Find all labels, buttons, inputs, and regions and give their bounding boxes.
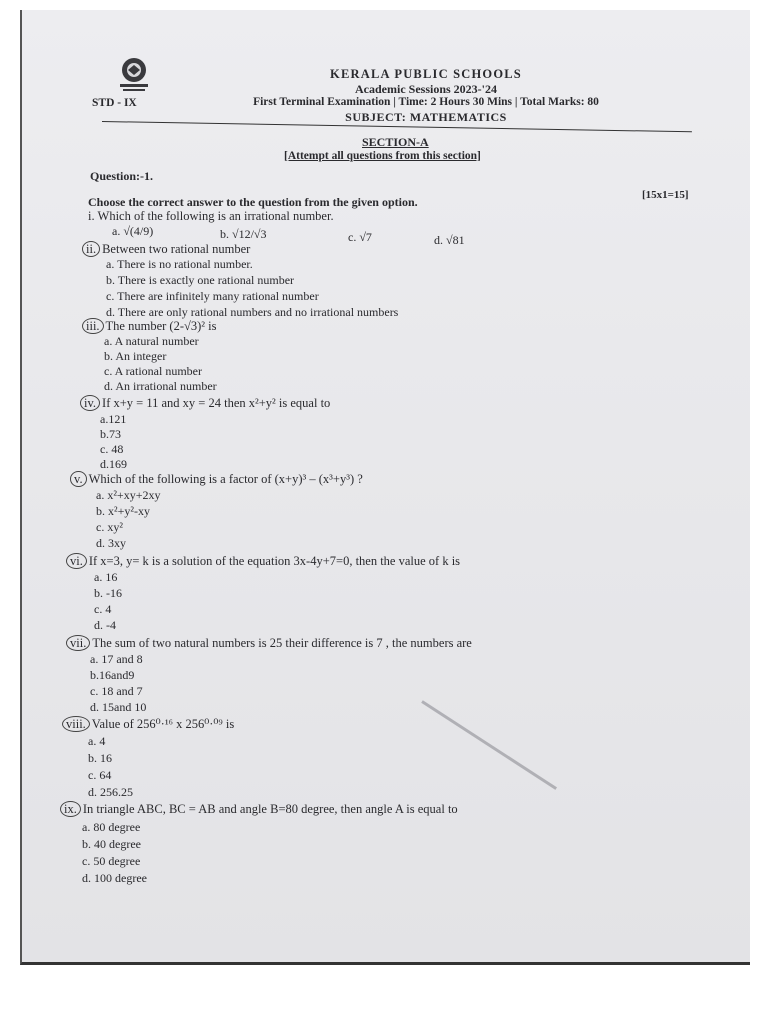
option-vii-a: a. 17 and 8 [90,652,143,666]
option-vi-c: c. 4 [94,602,112,616]
section-title: SECTION-A [362,135,429,149]
option-viii-b: b. 16 [88,751,112,765]
option-iii-c: c. A rational number [104,364,202,378]
option-vii-b: b.16and9 [90,668,135,682]
exam-details: First Terminal Examination | Time: 2 Hours 30 Mins | Total Marks: 80 [253,96,599,108]
subject-title: SUBJECT: MATHEMATICS [345,110,507,124]
question-iv: iv. If x+y = 11 and xy = 24 then x²+y² is equal to [80,396,330,411]
question-viii: viii. Value of 256⁰·¹⁶ x 256⁰·⁰⁹ is [62,716,234,732]
option-iv-a: a.121 [100,412,127,426]
option-vi-d: d. -4 [94,618,116,632]
option-vii-d: d. 15and 10 [90,700,147,714]
standard-label: STD - IX [92,97,137,109]
option-ii-b: b. There is exactly one rational number [106,273,295,287]
question-number-vi: vi. [66,553,87,569]
question-ii: ii. Between two rational number [82,242,250,257]
option-i-b: b. √12/√3 [220,227,267,241]
question-number-ix: ix. [60,801,81,817]
exam-paper [20,10,750,965]
option-iii-b: b. An integer [104,349,167,363]
option-ii-c: c. There are infinitely many rational number [106,289,319,303]
option-i-d: d. √81 [434,233,465,247]
academic-session: Academic Sessions 2023-'24 [355,82,497,96]
option-v-a: a. x²+xy+2xy [96,488,161,502]
question-number-i: i. [88,209,95,223]
option-i-c: c. √7 [348,230,372,244]
question-number-viii: viii. [62,716,90,732]
option-iv-d: d.169 [100,457,127,471]
question-i: i. Which of the following is an irrational number. [88,209,334,223]
question-number-ii: ii. [82,241,100,257]
option-v-d: d. 3xy [96,536,126,550]
question-number: Question:-1. [90,169,153,183]
option-viii-a: a. 4 [88,734,106,748]
option-v-b: b. x²+y²-xy [96,504,150,518]
option-vi-a: a. 16 [94,570,118,584]
option-iii-a: a. A natural number [104,334,199,348]
paper-fold-crease [421,700,557,790]
question-vii: vii. The sum of two natural numbers is 25 their difference is 7 , the numbers are [66,636,472,651]
question-vi: vi. If x=3, y= k is a solution of the equation 3x-4y+7=0, then the value of k is [66,554,460,569]
question-number-iv: iv. [80,395,100,411]
question-instruction: Choose the correct answer to the question from the given option. [88,195,418,209]
question-v: v. Which of the following is a factor of (x+y)³ – (x³+y³) ? [70,472,363,487]
option-viii-c: c. 64 [88,768,112,782]
question-iii: iii. The number (2-√3)² is [82,319,216,334]
question-ix: ix. In triangle ABC, BC = AB and angle B=80 degree, then angle A is equal to [60,802,458,817]
option-ii-a: a. There is no rational number. [106,257,253,271]
option-i-a: a. √(4/9) [112,224,154,238]
question-number-iii: iii. [82,318,104,334]
school-name: KERALA PUBLIC SCHOOLS [330,67,522,81]
option-ix-d: d. 100 degree [82,871,147,885]
option-ix-a: a. 80 degree [82,820,141,834]
option-ii-d: d. There are only rational numbers and no irrational numbers [106,305,399,319]
question-number-v: v. [70,471,87,487]
marks-allocation: [15x1=15] [642,189,689,201]
question-number-vii: vii. [66,635,90,651]
option-viii-d: d. 256.25 [88,785,133,799]
option-vi-b: b. -16 [94,586,122,600]
option-ix-c: c. 50 degree [82,854,141,868]
option-iv-b: b.73 [100,427,121,441]
option-vii-c: c. 18 and 7 [90,684,143,698]
section-instruction: [Attempt all questions from this section] [284,150,481,162]
option-iii-d: d. An irrational number [104,379,217,393]
option-ix-b: b. 40 degree [82,837,141,851]
option-v-c: c. xy² [96,520,123,534]
option-iv-c: c. 48 [100,442,124,456]
